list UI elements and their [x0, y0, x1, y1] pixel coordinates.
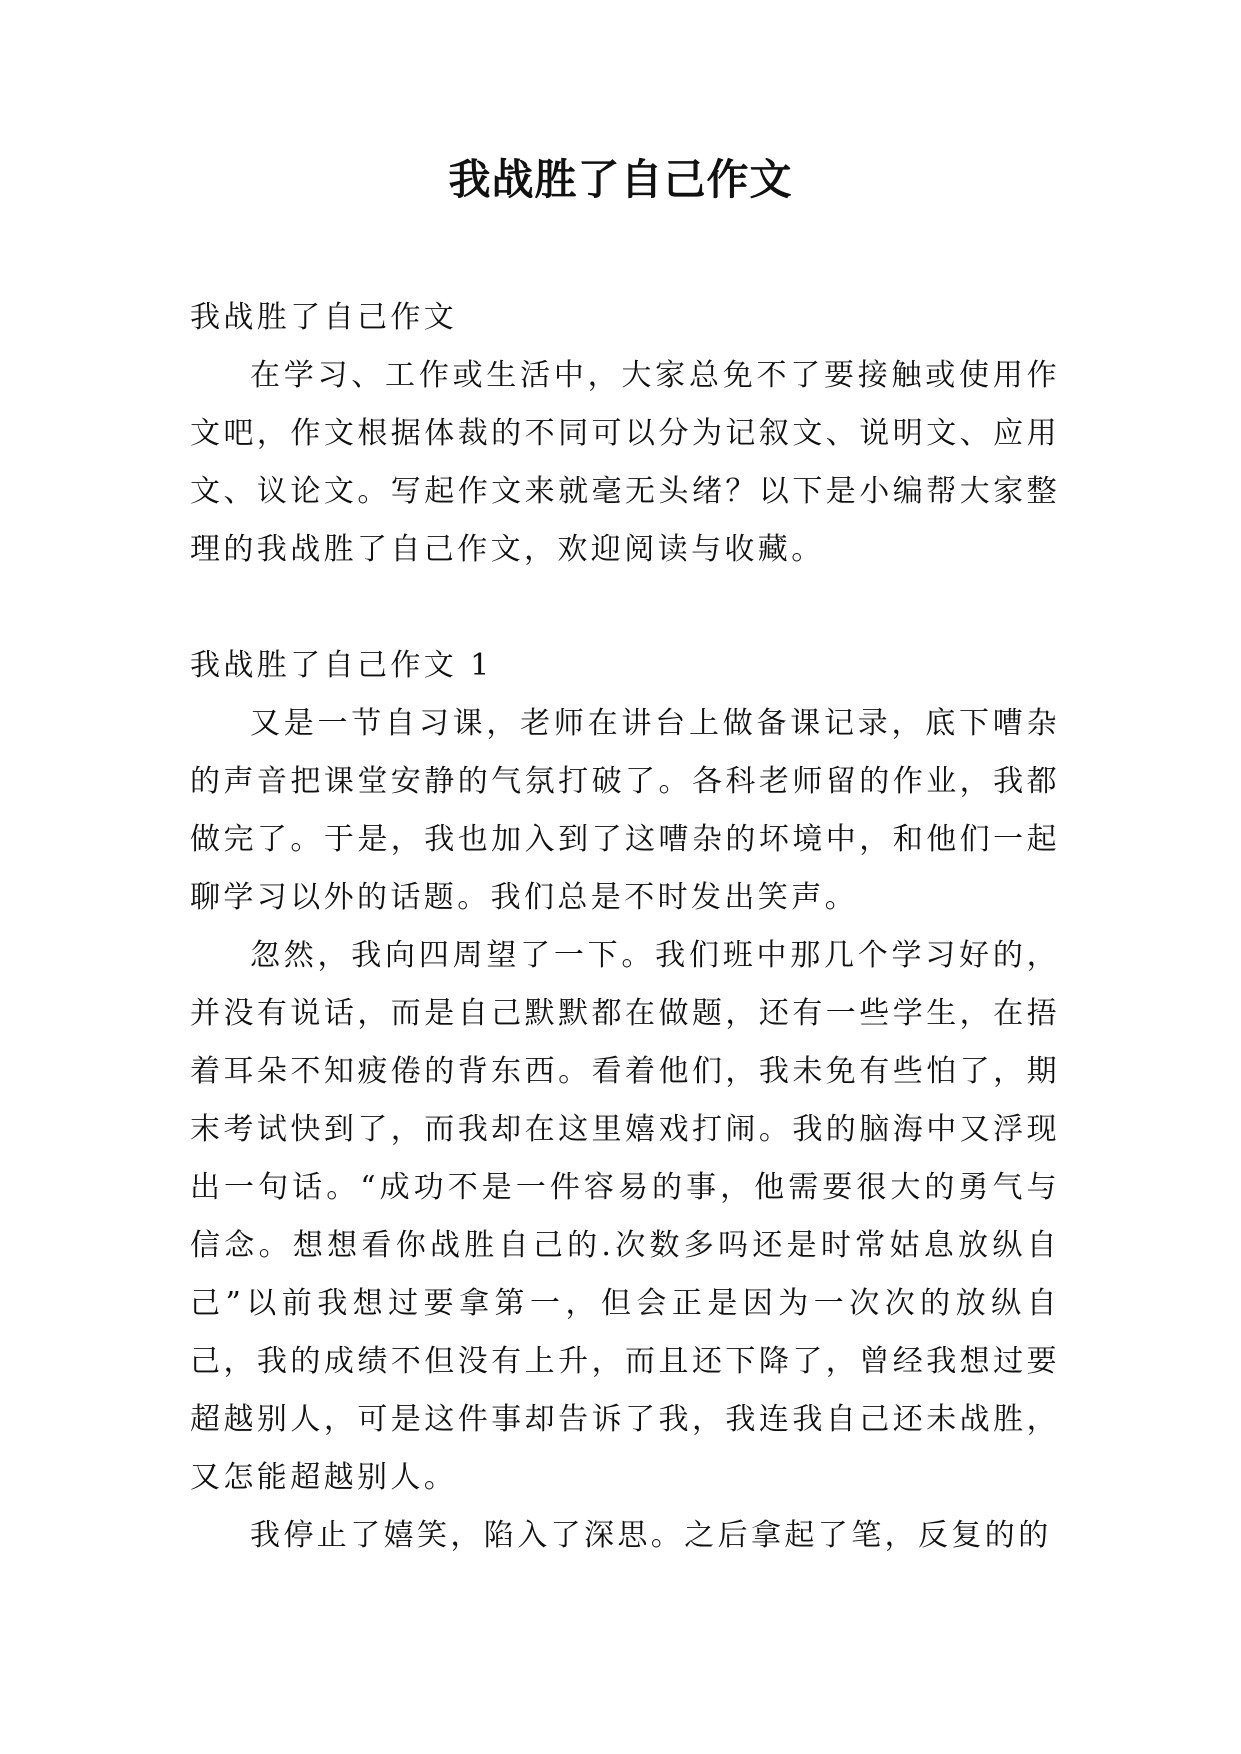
- page-title: 我战胜了自己作文: [448, 155, 793, 204]
- body-paragraph: 我停止了嬉笑，陷入了深思。之后拿起了笔，反复的的: [250, 1518, 1052, 1553]
- body-paragraph: 又是一节自习课，老师在讲台上做备课记录，底下嘈杂的声音把课堂安静的气氛打破了。各科老师留的作业，我都做完了。于是，我也加入到了这嘈杂的坏境中，和他们一起聊学习以外的话题。我们总是不时发出笑声。: [190, 706, 1060, 915]
- document-body: [190, 289, 1060, 1565]
- body-paragraph: 忽然，我向四周望了一下。我们班中那几个学习好的，并没有说话，而是自己默默都在做题，还有一些学生，在捂着耳朵不知疲倦的背东西。看着他们，我未免有些怕了，期末考试快到了，而我却在这里嬉戏打闹。我的脑海中又浮现出一句话。“成功不是一件容易的事，他需要很大的勇气与信念。想想看你战胜自己的.次数多吗还是时常姑息放纵自己”以前我想过要拿第一，但会正是因为一次次的放纵自己，我的成绩不但没有上升，而且还下降了，曾经我想过要超越别人，可是这件事却告诉了我，我连我自己还未战胜，又怎能超越别人。: [190, 938, 1060, 1495]
- section-heading: 我战胜了自己作文 1: [190, 648, 493, 683]
- intro-paragraph: 在学习、工作或生活中，大家总免不了要接触或使用作文吧，作文根据体裁的不同可以分为记叙文、说明文、应用文、议论文。写起作文来就毫无头绪？以下是小编帮大家整理的我战胜了自己作文，欢迎阅读与收藏。: [190, 358, 1060, 567]
- section-spacer: [190, 579, 1060, 637]
- intro-heading: 我战胜了自己作文: [190, 300, 458, 335]
